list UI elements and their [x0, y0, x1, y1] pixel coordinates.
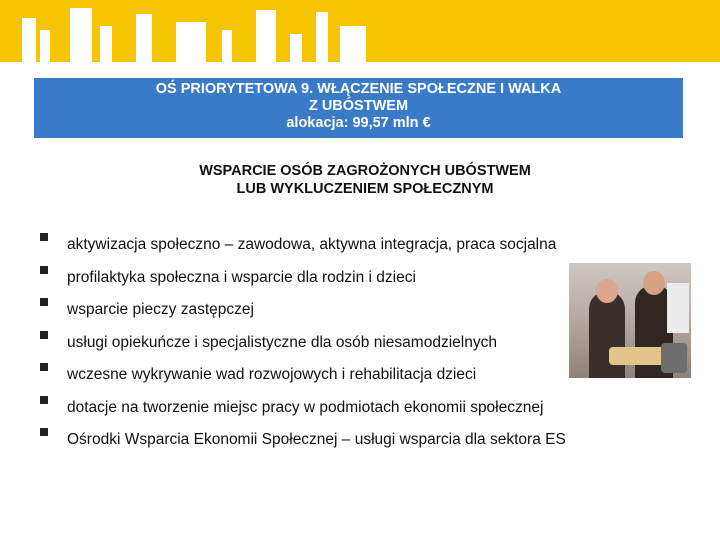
square-bullet-icon [40, 266, 48, 274]
list-item-text: profilaktyka społeczna i wsparcie dla rodzin i dzieci [67, 268, 416, 286]
section-heading [60, 162, 670, 198]
list-item [40, 391, 680, 424]
heading-line: LUB WYKLUCZENIEM SPOŁECZNYM [236, 181, 494, 197]
photo-face-right [643, 271, 665, 295]
decorative-block [22, 18, 36, 62]
square-bullet-icon [40, 363, 48, 371]
square-bullet-icon [40, 298, 48, 306]
decorative-block [40, 30, 50, 62]
decorative-block [256, 10, 276, 62]
photo-food-tray [609, 347, 669, 365]
list-item-text: aktywizacja społeczno – zawodowa, aktywna integracja, praca socjalna [67, 236, 557, 253]
title-line: OŚ PRIORYTETOWA 9. WŁĄCZENIE SPOŁECZNE I WALKA [155, 81, 562, 97]
photo-pot [661, 343, 687, 373]
decorative-block [340, 26, 366, 62]
decorative-block [136, 14, 152, 62]
decorative-block [70, 8, 92, 62]
priority-axis-title [34, 78, 683, 138]
decorative-block [176, 22, 206, 62]
list-item-text: dotacje na tworzenie miejsc pracy w podmiotach ekonomii społecznej [67, 398, 544, 416]
square-bullet-icon [40, 233, 48, 241]
photo-face-left [596, 279, 618, 303]
decorative-block [222, 30, 232, 62]
list-item-text: Ośrodki Wsparcia Ekonomii Społecznej – usługi wsparcia dla sektora ES [67, 431, 566, 448]
list-item-text: wsparcie pieczy zastępczej [67, 301, 254, 318]
square-bullet-icon [40, 396, 48, 404]
square-bullet-icon [40, 331, 48, 339]
heading-line: WSPARCIE OSÓB ZAGROŻONYCH UBÓSTWEM [199, 163, 531, 179]
photo-people-serving-food [569, 263, 691, 378]
decorative-block [100, 26, 112, 62]
list-item [40, 423, 680, 456]
list-item [40, 228, 680, 261]
header-banner [0, 0, 720, 62]
title-line: Z UBÓSTWEM [308, 98, 409, 114]
list-item-text: wczesne wykrywanie wad rozwojowych i rehabilitacja dzieci [67, 366, 477, 383]
decorative-block [316, 12, 328, 62]
photo-banner [667, 283, 689, 333]
allocation-line: alokacja: 99,57 mln € [286, 115, 431, 131]
square-bullet-icon [40, 428, 48, 436]
decorative-block [290, 34, 302, 62]
list-item-text: usługi opiekuńcze i specjalistyczne dla osób niesamodzielnych [67, 333, 497, 351]
